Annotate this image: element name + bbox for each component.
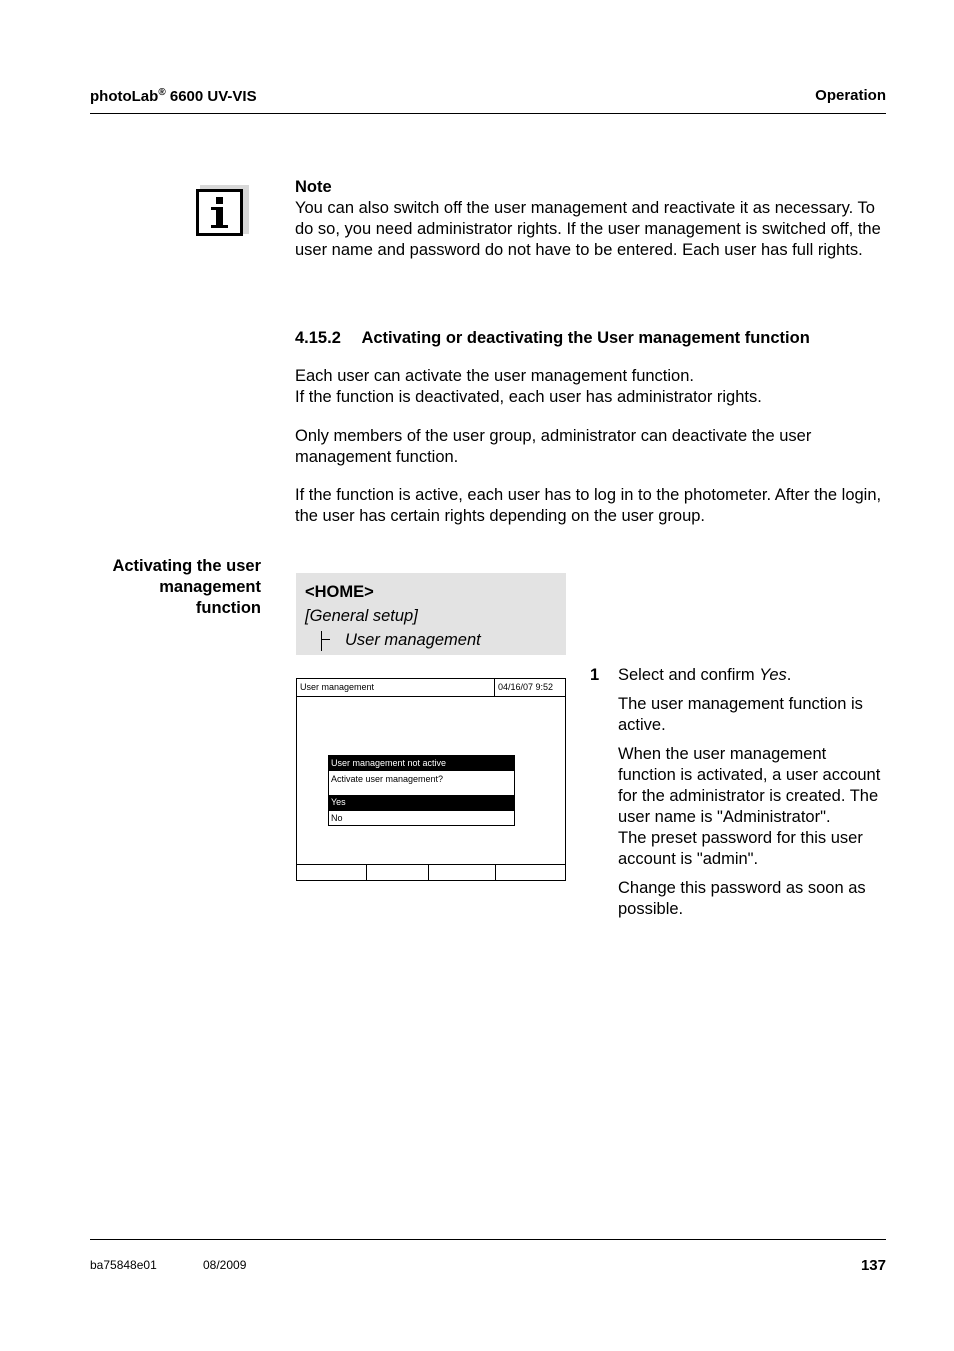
side-heading-line-3: function bbox=[195, 599, 261, 617]
softkey-separator bbox=[366, 865, 367, 881]
screen-title: User management bbox=[300, 682, 375, 692]
tree-branch-icon bbox=[321, 631, 332, 651]
option-yes[interactable]: Yes bbox=[329, 795, 514, 810]
note-block bbox=[295, 177, 887, 261]
activation-dialog bbox=[328, 755, 515, 826]
option-no[interactable]: No bbox=[329, 810, 514, 825]
side-heading-line-2: management bbox=[159, 578, 261, 596]
step-instruction-suffix: . bbox=[786, 666, 792, 684]
screen-datetime-box bbox=[494, 679, 566, 696]
paragraph-3-text: If the function is active, each user has to log in to the photometer. After the login, the user has certain rights depending on the user group. bbox=[295, 486, 882, 525]
paragraph-1 bbox=[295, 366, 887, 408]
step-details-1: When the user management function is activated, a user account for the administrator is created. The user name is "Administrator". bbox=[618, 745, 881, 826]
softkey-separator bbox=[428, 865, 429, 881]
paragraph-2 bbox=[295, 426, 887, 468]
note-title: Note bbox=[295, 178, 332, 196]
registered-mark: ® bbox=[158, 87, 166, 98]
step-details-2: The preset password for this user account is "admin". bbox=[618, 829, 863, 868]
header-rule bbox=[90, 113, 886, 114]
page-number: 137 bbox=[860, 1257, 886, 1274]
product-name: photoLab bbox=[90, 88, 159, 105]
dialog-heading: User management not active bbox=[329, 756, 514, 771]
section-number: 4.15.2 bbox=[295, 329, 341, 347]
screen-datetime: 04/16/07 9:52 bbox=[498, 682, 554, 692]
footer-date: 08/2009 bbox=[203, 1258, 247, 1272]
section-title: Activating or deactivating the User management function bbox=[361, 329, 810, 347]
paragraph-1-line-2: If the function is deactivated, each user has administrator rights. bbox=[295, 388, 762, 406]
nav-user-management: User management bbox=[345, 631, 481, 649]
product-model: 6600 UV-VIS bbox=[165, 88, 257, 105]
paragraph-1-line-1: Each user can activate the user management function. bbox=[295, 367, 694, 385]
step-instruction bbox=[618, 665, 888, 686]
step-instructions bbox=[618, 665, 888, 920]
nav-general-setup: [General setup] bbox=[305, 607, 418, 625]
header-product bbox=[90, 87, 257, 105]
device-screen bbox=[296, 678, 566, 881]
side-heading bbox=[112, 556, 261, 619]
softkey-bar bbox=[297, 864, 565, 881]
footer-doc-id: ba75848e01 bbox=[90, 1258, 157, 1272]
footer-rule bbox=[90, 1239, 886, 1240]
dialog-question: Activate user management? bbox=[331, 774, 444, 784]
step-result: The user management function is active. bbox=[618, 695, 863, 734]
step-instruction-prefix: Select and confirm bbox=[618, 666, 760, 684]
note-text: You can also switch off the user management and reactivate it as necessary. To do so, you need administrator rights. If the user management is switched off, the user name and password do not have to be entered. Each user has full rights. bbox=[295, 199, 881, 259]
header-section: Operation bbox=[815, 87, 886, 104]
side-heading-line-1: Activating the user bbox=[112, 557, 261, 575]
step-number: 1 bbox=[590, 666, 600, 684]
info-icon bbox=[196, 185, 249, 238]
step-advice: Change this password as soon as possible. bbox=[618, 879, 866, 918]
paragraph-3 bbox=[295, 485, 887, 527]
navigation-path bbox=[296, 573, 566, 655]
nav-home: <HOME> bbox=[305, 583, 374, 601]
softkey-separator bbox=[495, 865, 496, 881]
screen-title-bar bbox=[297, 679, 565, 697]
section-heading bbox=[295, 329, 810, 348]
step-instruction-value: Yes bbox=[759, 666, 787, 684]
paragraph-2-text: Only members of the user group, administrator can deactivate the user management function. bbox=[295, 427, 812, 466]
